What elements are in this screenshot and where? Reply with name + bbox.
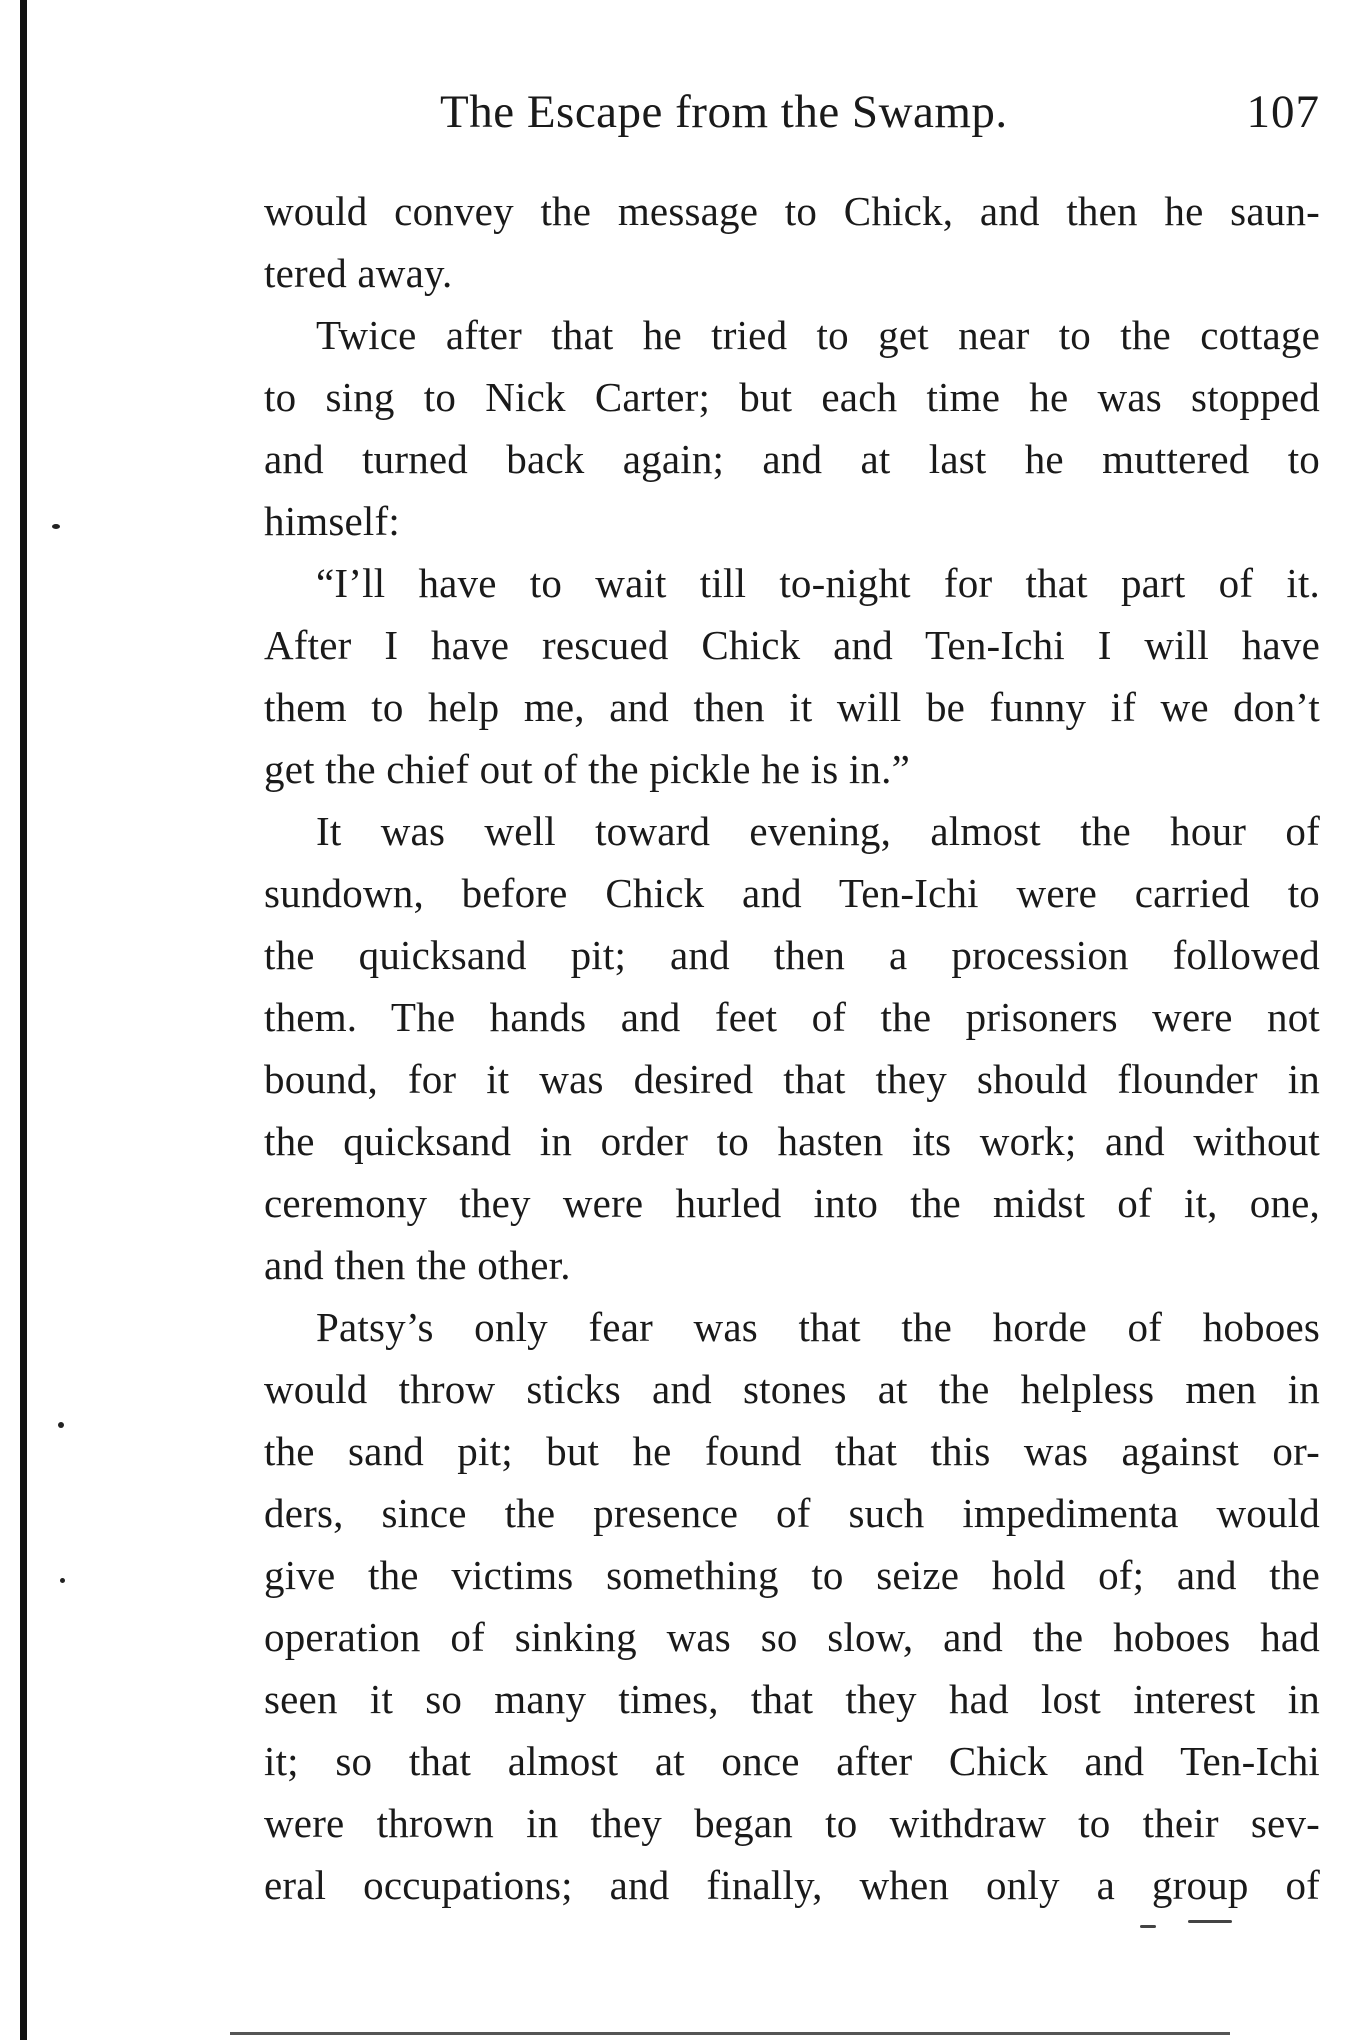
text-line: ders, since the presence of such impedimenta would: [264, 1490, 1320, 1536]
text-line: himself:: [264, 498, 400, 544]
text-line: would throw sticks and stones at the helpless men in: [264, 1366, 1320, 1412]
paragraph-first-line: It was well toward evening, almost the hour of: [316, 808, 1320, 854]
text-line: the quicksand in order to hasten its work; and without: [264, 1118, 1320, 1164]
text-line: sundown, before Chick and Ten-Ichi were carried to: [264, 870, 1320, 916]
text-line: the sand pit; but he found that this was against or-: [264, 1428, 1320, 1474]
text-line: and then the other.: [264, 1242, 571, 1288]
text-line: eral occupations; and finally, when only a group of: [264, 1862, 1320, 1908]
text-line: ceremony they were hurled into the midst of it, one,: [264, 1180, 1320, 1226]
bottom-page-edge: [230, 2032, 1230, 2035]
text-line: them. The hands and feet of the prisoners were not: [264, 994, 1320, 1040]
scan-speck: [60, 1578, 65, 1583]
text-line: After I have rescued Chick and Ten-Ichi I will have: [264, 622, 1320, 668]
paragraph-first-line: Twice after that he tried to get near to the cottage: [316, 312, 1320, 358]
text-line: them to help me, and then it will be funny if we don’t: [264, 684, 1320, 730]
scan-speck: [58, 1422, 64, 1428]
text-line: operation of sinking was so slow, and the hoboes had: [264, 1614, 1320, 1660]
text-line: it; so that almost at once after Chick and Ten-Ichi: [264, 1738, 1320, 1784]
scan-speck: [1140, 1925, 1156, 1928]
scan-speck: [1188, 1920, 1232, 1923]
text-line: to sing to Nick Carter; but each time he was stopped: [264, 374, 1320, 420]
body-text: [264, 180, 1320, 1916]
running-title: The Escape from the Swamp.: [440, 86, 1008, 138]
text-line: bound, for it was desired that they should flounder in: [264, 1056, 1320, 1102]
running-header: [440, 85, 1320, 145]
paragraph-first-line: “I’ll have to wait till to-night for that part of it.: [316, 560, 1320, 606]
paragraph-first-line: Patsy’s only fear was that the horde of hoboes: [316, 1304, 1320, 1350]
scan-speck: [52, 524, 60, 529]
text-line: get the chief out of the pickle he is in.”: [264, 746, 910, 792]
text-line: would convey the message to Chick, and then he saun-: [264, 188, 1320, 234]
text-line: and turned back again; and at last he muttered to: [264, 436, 1320, 482]
text-line: seen it so many times, that they had lost interest in: [264, 1676, 1320, 1722]
text-line: tered away.: [264, 250, 453, 296]
left-margin-rule: [20, 0, 27, 2040]
page-number: 107: [1246, 86, 1320, 138]
text-line: the quicksand pit; and then a procession followed: [264, 932, 1320, 978]
text-line: were thrown in they began to withdraw to their sev-: [264, 1800, 1320, 1846]
text-line: give the victims something to seize hold of; and the: [264, 1552, 1320, 1598]
